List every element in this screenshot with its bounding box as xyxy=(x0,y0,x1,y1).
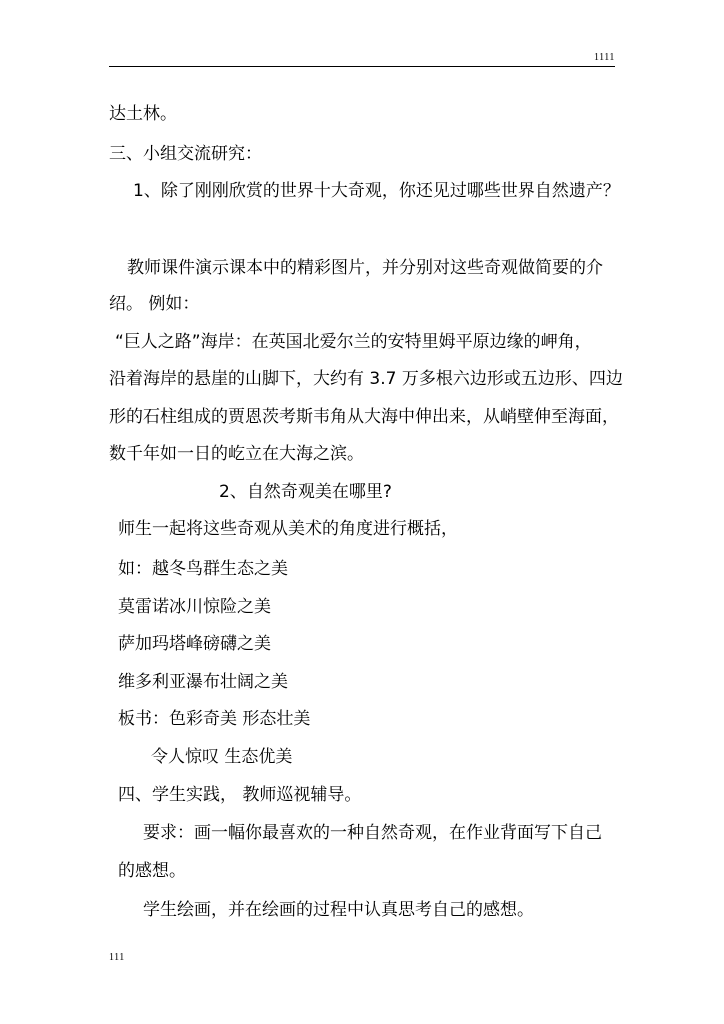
header-rule xyxy=(109,66,615,67)
header-page-number: 1111 xyxy=(594,52,615,63)
list-item: 如：越冬鸟群生态之美 xyxy=(118,559,288,579)
text-line: “巨人之路”海岸：在英国北爱尔兰的安特里姆平原边缘的岬角， xyxy=(115,332,592,352)
section-heading: 三、小组交流研究： xyxy=(109,144,262,164)
question-line: 2、自然奇观美在哪里? xyxy=(219,482,392,502)
blackboard-line: 板书：色彩奇美 形态壮美 xyxy=(118,709,311,729)
question-line: 1、除了刚刚欣赏的世界十大奇观，你还见过哪些世界自然遗产？ xyxy=(133,181,620,201)
footer-page-number: 111 xyxy=(109,952,125,963)
list-item: 维多利亚瀑布壮阔之美 xyxy=(118,672,288,692)
text-line: 绍。 例如： xyxy=(109,294,200,314)
text-line: 数千年如一日的屹立在大海之滨。 xyxy=(109,444,364,464)
list-item: 莫雷诺冰川惊险之美 xyxy=(118,597,271,617)
text-line: 沿着海岸的悬崖的山脚下，大约有 3.7 万多根六边形或五边形、四边 xyxy=(109,369,623,389)
text-line: 要求：画一幅你最喜欢的一种自然奇观，在作业背面写下自己 xyxy=(143,823,602,843)
blackboard-line: 令人惊叹 生态优美 xyxy=(151,747,293,767)
text-line: 形的石柱组成的贾恩茨考斯韦角从大海中伸出来，从峭壁伸至海面， xyxy=(109,407,619,427)
section-heading: 四、学生实践， 教师巡视辅导。 xyxy=(118,785,362,805)
text-line: 的感想。 xyxy=(118,861,186,881)
text-line: 师生一起将这些奇观从美术的角度进行概括， xyxy=(118,519,458,539)
list-item: 萨加玛塔峰磅礴之美 xyxy=(118,634,271,654)
text-line: 教师课件演示课本中的精彩图片，并分别对这些奇观做简要的介 xyxy=(127,258,603,278)
text-line: 学生绘画，并在绘画的过程中认真思考自己的感想。 xyxy=(143,900,534,920)
text-line: 达土林。 xyxy=(109,104,177,124)
